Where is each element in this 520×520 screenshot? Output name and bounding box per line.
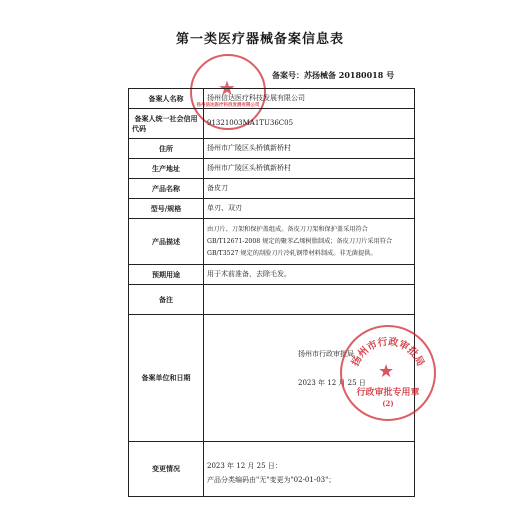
- filing-unit: 扬州市行政审批局: [298, 350, 354, 358]
- field-value: [204, 442, 415, 497]
- description-line: GB/T12671-2008 规定的聚苯乙烯树脂制成；备皮刀刀片采用符合: [207, 237, 393, 245]
- field-label: 备案人名称: [129, 89, 204, 109]
- seal-star-icon: ★: [218, 76, 236, 100]
- approval-seal: [340, 325, 436, 421]
- table-row: [129, 89, 415, 109]
- field-value: 扬州市广陵区头桥镇新桥村: [204, 139, 415, 159]
- table-row: [129, 109, 415, 139]
- field-label: 预期用途: [129, 265, 204, 285]
- field-value: 扬州市广陵区头桥镇新桥村: [204, 159, 415, 179]
- field-value: 用于术前准备，去除毛发。: [204, 265, 415, 285]
- field-label-line: 代码: [132, 123, 146, 133]
- company-seal-text: 扬州信达医疗科技发展有限公司: [196, 103, 260, 108]
- description-line: 由刀片、刀架和保护盖组成。备皮刀刀架和保护盖采用符合: [207, 225, 368, 233]
- change-line: 产品分类编码由"无"变更为"02-01-03"；: [207, 476, 336, 484]
- field-label: 住所: [129, 139, 204, 159]
- table-row: [129, 199, 415, 219]
- table-row: [129, 285, 415, 315]
- filing-info-table: [128, 88, 415, 497]
- table-row: [129, 265, 415, 285]
- field-label: 型号/规格: [129, 199, 204, 219]
- seal-number-text: (2): [382, 399, 394, 408]
- field-label: 备案单位和日期: [129, 315, 204, 442]
- field-value: 扬州信达医疗科技发展有限公司: [204, 89, 415, 109]
- table-row: [129, 179, 415, 199]
- field-value: 单刃、双刃: [204, 199, 415, 219]
- table-row: [129, 219, 415, 265]
- change-line: 2023 年 12 月 25 日：: [207, 462, 282, 470]
- seal-arc-text: 扬州市行政审批局: [350, 336, 426, 369]
- table-row: [129, 159, 415, 179]
- field-value: 91321003MA1TU36C05: [204, 109, 415, 139]
- field-label: [129, 109, 204, 139]
- filing-date: 2023 年 12 月 25 日: [298, 379, 366, 387]
- filing-number: 备案号：苏扬械备 20180018 号: [272, 70, 395, 80]
- field-label: 产品名称: [129, 179, 204, 199]
- field-label: 产品描述: [129, 219, 204, 265]
- seal-center-text: 行政审批专用章: [356, 388, 420, 398]
- field-label-line: 备案人统一社会信用: [134, 113, 198, 123]
- field-label: 变更情况: [129, 442, 204, 497]
- document-title: 第一类医疗器械备案信息表: [175, 32, 344, 47]
- table-row: [129, 139, 415, 159]
- field-label: 备注: [129, 285, 204, 315]
- field-value: [204, 219, 415, 265]
- field-label: 生产地址: [129, 159, 204, 179]
- seal-star-icon: ★: [378, 361, 395, 382]
- field-value: 备皮刀: [204, 179, 415, 199]
- description-line: GB/T3527 规定的刮脸刀片冷轧钢带材料制成。非无菌提供。: [207, 249, 377, 257]
- field-value: [204, 285, 415, 315]
- table-row: [129, 442, 415, 497]
